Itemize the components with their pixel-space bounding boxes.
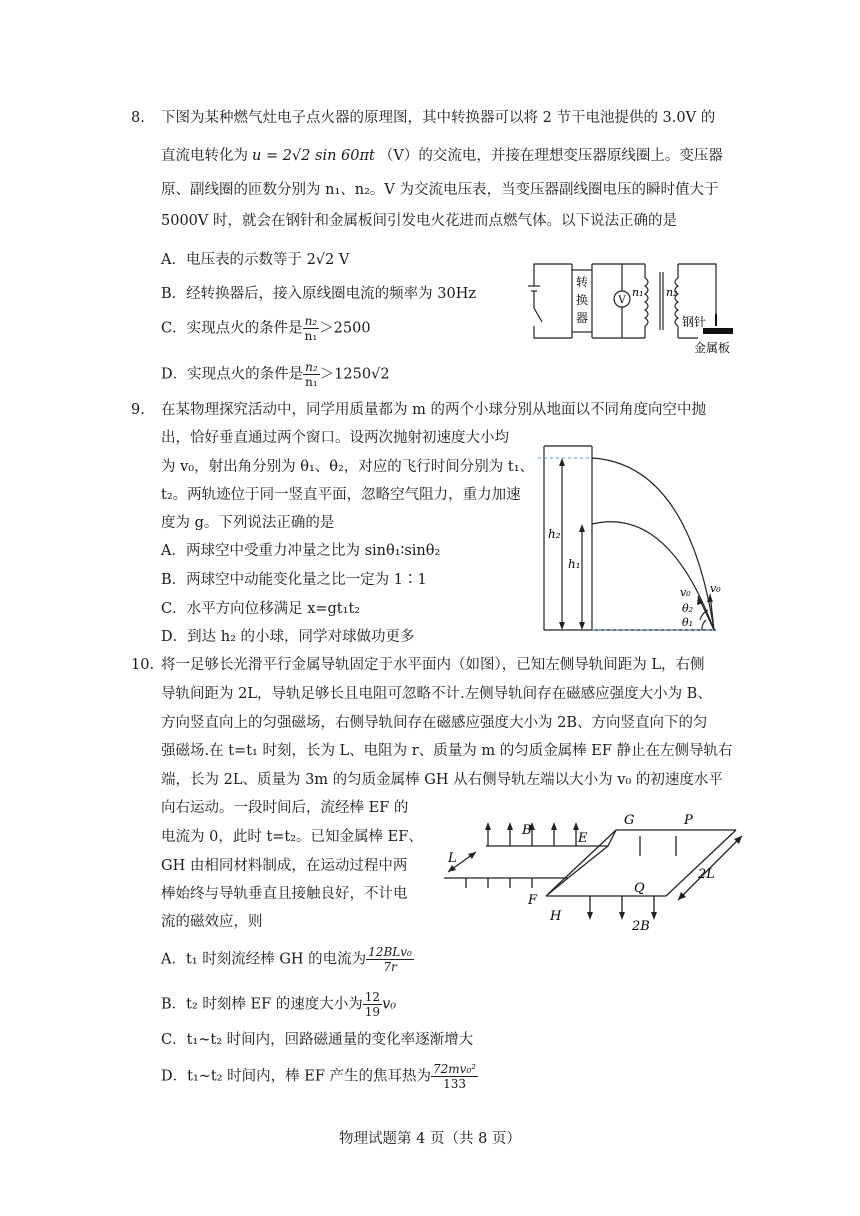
point-p-label: P [684, 813, 693, 828]
q8-option-c-num: n₂ [304, 314, 318, 328]
q10-option-b [161, 990, 396, 1019]
q8-number: 8. [131, 110, 145, 126]
width-2l-label: 2L [698, 867, 715, 882]
h1-label: h₁ [568, 557, 581, 571]
q10-option-d-den: 133 [443, 1077, 467, 1091]
converter-label-3: 器 [575, 311, 589, 325]
q8-line2-pre: 直流电转化为 [161, 148, 248, 164]
q8-line2-post: （V）的交流电，并接在理想变压器原线圈上。变压器 [378, 148, 723, 164]
q10-text-line8: GH 由相同材料制成，在运动过程中两 [161, 858, 408, 874]
q10-rails-diagram [436, 806, 746, 934]
q8-text-line3: 原、副线圈的匝数分别为 n₁、n₂。V 为交流电压表，当变压器副线圈电压的瞬时值大于 [161, 182, 719, 198]
q10-text-line10: 流的磁效应，则 [161, 914, 263, 930]
theta1-label: θ₁ [682, 616, 694, 629]
q10-text-line6: 向右运动。一段时间后，流经棒 EF 的 [161, 800, 409, 816]
v0-label-a: v₀ [680, 586, 691, 599]
q10-option-b-num: 12 [364, 990, 381, 1004]
q9-text-line5: 度为 g。下列说法正确的是 [161, 515, 335, 531]
q10-option-b-post: v₀ [382, 996, 397, 1013]
page-footer: 物理试题第 4 页（共 8 页） [339, 1131, 521, 1147]
q8-option-d-post: ＞1250√2 [319, 366, 390, 383]
n1-label: n₁ [632, 286, 644, 299]
q9-text-line4: t₂。两轨迹位于同一竖直平面，忽略空气阻力，重力加速 [161, 487, 521, 503]
q10-option-c: C．t₁~t₂ 时间内，回路磁通量的变化率逐渐增大 [161, 1032, 474, 1048]
metal-plate-shape [703, 328, 733, 334]
q8-option-b: B．经转换器后，接入原线圈电流的频率为 30Hz [161, 286, 476, 302]
point-f-label: F [528, 893, 538, 908]
q8-option-c-pre: C．实现点火的条件是 [161, 320, 303, 337]
q8-option-d-pre: D．实现点火的条件是 [161, 366, 304, 383]
q10-option-a-den: 7r [383, 960, 397, 974]
q9-option-c: C．水平方向位移满足 x=gt₁t₂ [161, 601, 361, 617]
theta2-label: θ₂ [682, 602, 694, 615]
q9-option-a: A．两球空中受重力冲量之比为 sinθ₁∶sinθ₂ [161, 543, 441, 559]
q10-text-line2: 导轨间距为 2L，导轨足够长且电阻可忽略不计.左侧导轨间存在磁感应强度大小为 B、 [161, 686, 712, 702]
q9-option-d: D．到达 h₂ 的小球，同学对球做功更多 [161, 629, 415, 645]
v0-label-b: v₀ [710, 582, 721, 595]
q8-text-line1: 下图为某种燃气灶电子点火器的原理图，其中转换器可以将 2 节干电池提供的 3.0V 的 [161, 110, 716, 126]
q10-text-line5: 端，长为 2L、质量为 3m 的匀质金属棒 GH 从右侧导轨左端以大小为 v₀ 的初速度水平 [161, 772, 723, 788]
q8-option-a: A．电压表的示数等于 2√2 V [161, 252, 350, 268]
q9-text-line3: 为 v₀，射出角分别为 θ₁、θ₂，对应的飞行时间分别为 t₁、 [161, 459, 535, 475]
q9-projectile-diagram [538, 444, 728, 634]
q9-number: 9. [131, 402, 145, 418]
q10-option-d-fraction [431, 1062, 478, 1091]
needle-label: 钢针 [682, 315, 707, 329]
voltmeter-label: V [618, 295, 626, 306]
q10-option-d [161, 1062, 478, 1091]
q8-text-line2 [161, 146, 723, 166]
q10-option-d-num: 72mv₀² [433, 1062, 477, 1076]
q10-text-line7: 电流为 0，此时 t=t₂。已知金属棒 EF、 [161, 829, 423, 845]
q9-text-line1: 在某物理探究活动中，同学用质量都为 m 的两个小球分别从地面以不同角度向空中抛 [161, 402, 706, 418]
q10-option-a-pre: A．t₁ 时刻流经棒 GH 的电流为 [161, 951, 367, 968]
q8-option-d-den: n₁ [305, 375, 318, 389]
q8-option-d-num: n₂ [305, 360, 318, 374]
plate-label: 金属板 [694, 341, 731, 355]
q10-option-a [161, 945, 414, 974]
h2-label: h₂ [548, 527, 561, 541]
q10-option-a-num: 12BLv₀ [368, 945, 412, 959]
q10-number: 10. [131, 657, 155, 673]
point-h-label: H [550, 909, 562, 924]
q10-option-b-den: 19 [364, 1005, 381, 1019]
width-l-label: L [448, 851, 457, 866]
q10-option-b-fraction [363, 990, 382, 1019]
q8-option-d [161, 360, 390, 389]
q8-option-c-fraction [303, 314, 320, 343]
field-2b-label: 2B [632, 919, 650, 934]
q9-option-b: B．两球空中动能变化量之比一定为 1∶1 [161, 572, 427, 588]
field-b-label: B [522, 823, 532, 838]
q8-formula: u = 2√2 sin 60πt [252, 148, 375, 164]
converter-label-2: 换 [575, 293, 589, 307]
q10-text-line3: 方向竖直向上的匀强磁场，右侧导轨间存在磁感应强度大小为 2B、方向竖直向下的匀 [161, 715, 708, 731]
point-g-label: G [624, 813, 635, 828]
q8-option-d-fraction [303, 360, 320, 389]
q10-option-a-fraction [366, 945, 414, 974]
q9-text-line2: 出，恰好垂直通过两个窗口。设两次抛射初速度大小均 [161, 430, 509, 446]
q8-option-c [161, 314, 371, 343]
q8-text-line4: 5000V 时，就会在钢针和金属板间引发电火花进而点燃气体。以下说法正确的是 [161, 213, 677, 229]
q8-option-c-den: n₁ [304, 329, 318, 343]
q10-option-b-pre: B．t₂ 时刻棒 EF 的速度大小为 [161, 996, 363, 1013]
point-e-label: E [578, 831, 588, 846]
converter-label-1: 转 [575, 275, 589, 289]
q10-text-line9: 棒始终与导轨垂直且接触良好，不计电 [161, 886, 408, 902]
q8-option-c-post: ＞2500 [319, 320, 371, 337]
point-q-label: Q [634, 881, 645, 896]
q10-text-line1: 将一足够长光滑平行金属导轨固定于水平面内（如图），已知左侧导轨间距为 L，右侧 [161, 657, 705, 673]
n2-label: n₂ [666, 286, 678, 299]
q10-option-d-pre: D．t₁~t₂ 时间内，棒 EF 产生的焦耳热为 [161, 1068, 432, 1085]
q8-circuit-diagram [520, 256, 770, 360]
q10-text-line4: 强磁场.在 t=t₁ 时刻，长为 L、电阻为 r、质量为 m 的匀质金属棒 EF 静止在左侧导轨右 [161, 743, 733, 759]
